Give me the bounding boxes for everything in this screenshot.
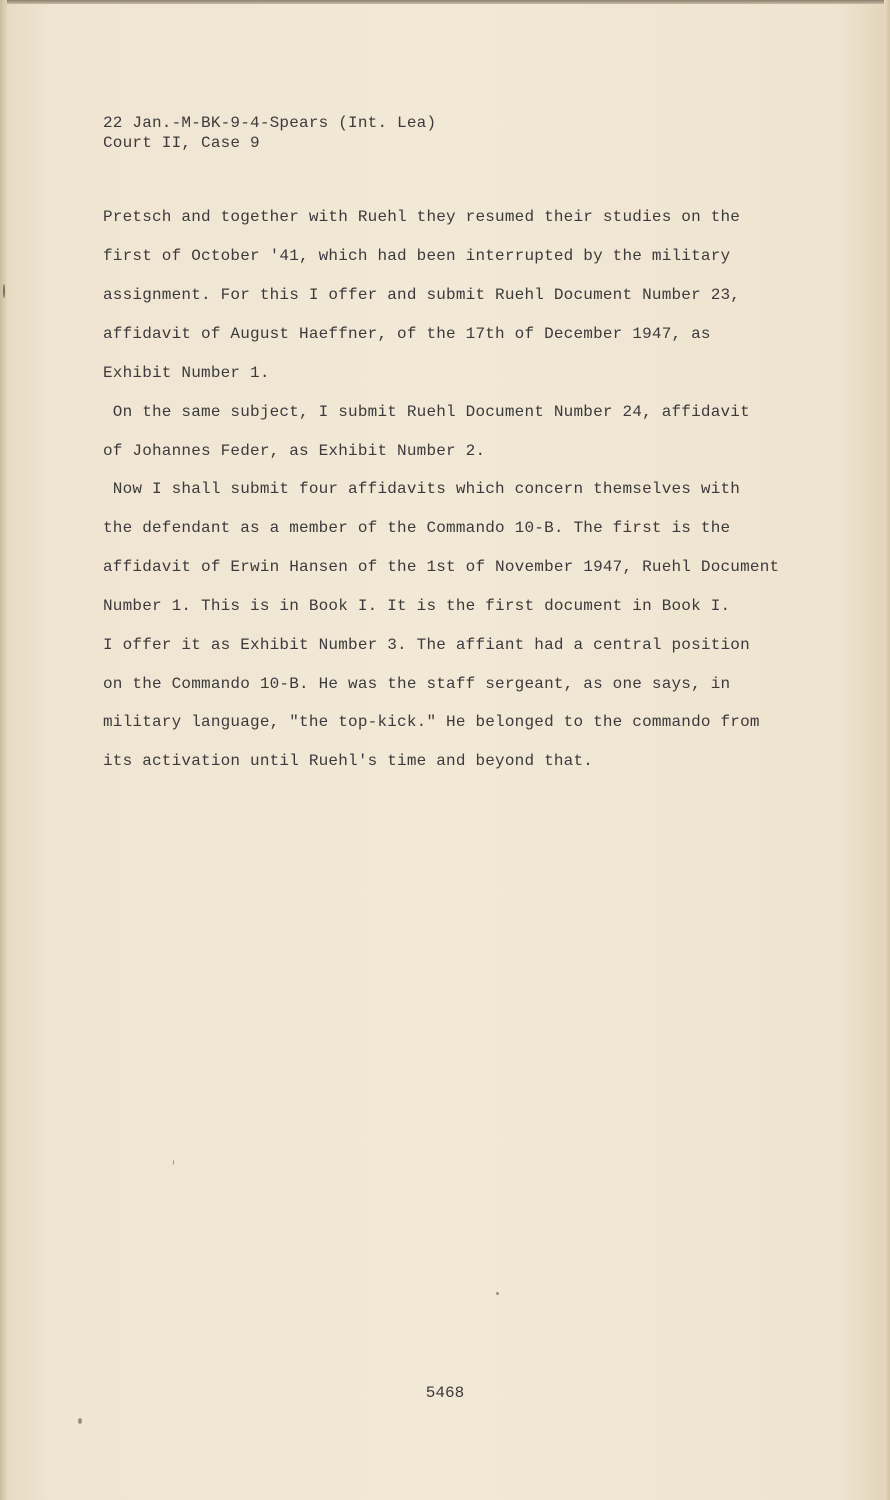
body-line: Exhibit Number 1. — [103, 364, 270, 382]
body-line: I offer it as Exhibit Number 3. The affiant had a central position — [103, 636, 750, 654]
page-right-edge — [884, 0, 890, 1500]
body-line: its activation until Ruehl's time and beyond that. — [103, 752, 594, 770]
body-line: assignment. For this I offer and submit Ruehl Document Number 23, — [103, 286, 741, 304]
body-line: Number 1. This is in Book I. It is the first document in Book I. — [103, 597, 731, 615]
body-line: the defendant as a member of the Commando 10-B. The first is the — [103, 519, 731, 537]
paper-speck — [3, 284, 5, 298]
body-line: affidavit of August Haeffner, of the 17th of December 1947, as — [103, 325, 711, 343]
paper-speck — [78, 1418, 82, 1424]
body-line: Now I shall submit four affidavits which concern themselves with — [103, 480, 741, 498]
body-line: on the Commando 10-B. He was the staff sergeant, as one says, in — [103, 675, 731, 693]
page-left-edge — [0, 0, 7, 1500]
header-case-reference: 22 Jan.-M-BK-9-4-Spears (Int. Lea) — [103, 114, 437, 132]
body-line: On the same subject, I submit Ruehl Document Number 24, affidavit — [103, 403, 750, 421]
paper-speck — [173, 1160, 174, 1165]
body-line: of Johannes Feder, as Exhibit Number 2. — [103, 442, 486, 460]
page-top-edge — [0, 0, 890, 4]
page-number: 5468 — [425, 1384, 465, 1402]
header-court-case: Court II, Case 9 — [103, 134, 260, 152]
paper-speck — [496, 1292, 499, 1295]
body-line: affidavit of Erwin Hansen of the 1st of November 1947, Ruehl Document — [103, 558, 780, 576]
body-line: Pretsch and together with Ruehl they resumed their studies on the — [103, 208, 741, 226]
body-line: military language, "the top-kick." He belonged to the commando from — [103, 713, 760, 731]
body-line: first of October '41, which had been interrupted by the military — [103, 247, 731, 265]
